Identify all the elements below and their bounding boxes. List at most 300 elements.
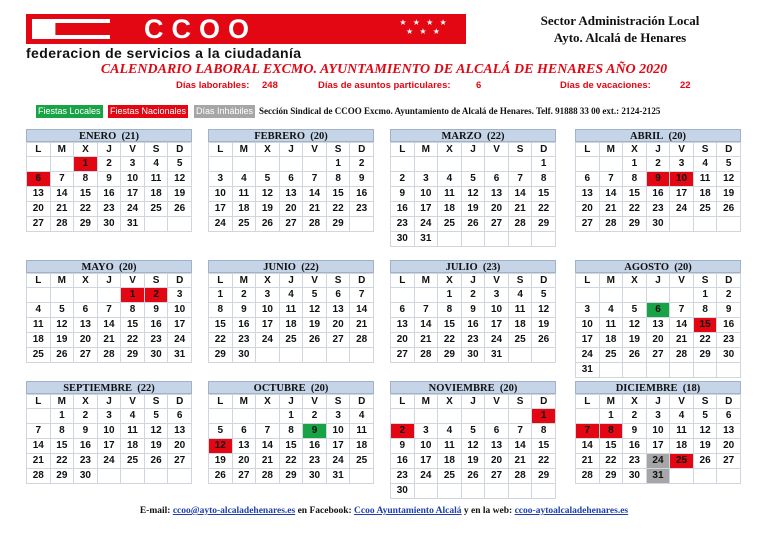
day-cell: 29 bbox=[279, 469, 303, 484]
weekday-header: V bbox=[670, 395, 694, 409]
day-cell: 26 bbox=[209, 469, 233, 484]
day-cell: 28 bbox=[508, 469, 532, 484]
day-cell: 21 bbox=[50, 202, 74, 217]
day-cell: 4 bbox=[121, 409, 145, 424]
day-cell: 3 bbox=[670, 157, 694, 172]
day-cell: 29 bbox=[50, 469, 74, 484]
day-cell: 11 bbox=[438, 439, 462, 454]
empty-cell bbox=[599, 288, 623, 303]
day-cell: 11 bbox=[599, 318, 623, 333]
day-cell: 12 bbox=[693, 424, 717, 439]
month-workday-count: (22) bbox=[487, 131, 505, 142]
day-cell: 11 bbox=[693, 172, 717, 187]
day-cell: 14 bbox=[50, 187, 74, 202]
day-cell: 21 bbox=[508, 202, 532, 217]
day-cell: 25 bbox=[670, 454, 694, 469]
month-name: MAYO bbox=[81, 262, 114, 273]
month-workday-count: (22) bbox=[301, 262, 319, 273]
empty-cell bbox=[50, 288, 74, 303]
day-cell: 17 bbox=[97, 439, 121, 454]
weekday-header: S bbox=[326, 274, 350, 288]
weekday-header: V bbox=[121, 395, 145, 409]
day-cell: 16 bbox=[144, 318, 168, 333]
weekday-header: X bbox=[256, 274, 280, 288]
day-cell: 17 bbox=[209, 202, 233, 217]
day-cell: 4 bbox=[599, 303, 623, 318]
day-cell: 23 bbox=[97, 202, 121, 217]
day-cell: 20 bbox=[74, 333, 98, 348]
month-name: MARZO bbox=[441, 131, 482, 142]
day-cell: 15 bbox=[121, 318, 145, 333]
day-cell: 20 bbox=[168, 439, 192, 454]
day-cell: 23 bbox=[144, 333, 168, 348]
weekday-header: J bbox=[279, 395, 303, 409]
day-cell: 26 bbox=[50, 348, 74, 363]
day-cell: 29 bbox=[438, 348, 462, 363]
day-cell: 3 bbox=[97, 409, 121, 424]
day-cell: 10 bbox=[414, 187, 438, 202]
weekday-header: M bbox=[414, 395, 438, 409]
web-link[interactable]: ccoo-aytoalcaladehenares.es bbox=[514, 506, 629, 516]
day-cell: 30 bbox=[717, 348, 741, 363]
day-cell: 23 bbox=[461, 333, 485, 348]
day-cell: 18 bbox=[232, 202, 256, 217]
empty-cell bbox=[303, 348, 327, 363]
day-cell: 12 bbox=[461, 187, 485, 202]
weekday-header: M bbox=[414, 143, 438, 157]
weekday-header: S bbox=[144, 274, 168, 288]
empty-cell bbox=[209, 409, 233, 424]
logo-emblem-icon bbox=[32, 19, 110, 39]
empty-cell bbox=[693, 217, 717, 232]
weekday-header: X bbox=[74, 395, 98, 409]
day-cell: 6 bbox=[279, 172, 303, 187]
day-cell: 13 bbox=[74, 318, 98, 333]
day-cell: 4 bbox=[350, 409, 374, 424]
empty-cell bbox=[168, 217, 192, 232]
weekday-header: J bbox=[279, 274, 303, 288]
day-cell: 15 bbox=[532, 187, 556, 202]
weekday-header: L bbox=[209, 143, 233, 157]
day-cell: 16 bbox=[646, 187, 670, 202]
empty-cell bbox=[461, 157, 485, 172]
month-julio bbox=[390, 260, 556, 363]
day-cell: 15 bbox=[693, 318, 717, 333]
day-cell: 17 bbox=[670, 187, 694, 202]
day-cell: 2 bbox=[350, 157, 374, 172]
weekday-header: D bbox=[168, 395, 192, 409]
day-cell: 25 bbox=[438, 469, 462, 484]
weekday-header: V bbox=[303, 274, 327, 288]
empty-cell bbox=[350, 348, 374, 363]
facebook-label: en Facebook: bbox=[297, 506, 352, 516]
day-cell: 2 bbox=[461, 288, 485, 303]
empty-cell bbox=[279, 157, 303, 172]
weekday-header: S bbox=[508, 274, 532, 288]
facebook-link[interactable]: Ccoo Ayuntamiento Alcalá bbox=[354, 506, 462, 516]
empty-cell bbox=[532, 232, 556, 247]
day-cell: 13 bbox=[576, 187, 600, 202]
empty-cell bbox=[646, 363, 670, 378]
day-cell: 30 bbox=[74, 469, 98, 484]
day-cell: 3 bbox=[121, 157, 145, 172]
month-name: FEBRERO bbox=[254, 131, 305, 142]
weekday-header: D bbox=[350, 274, 374, 288]
weekday-header: M bbox=[50, 395, 74, 409]
day-cell: 16 bbox=[717, 318, 741, 333]
day-cell: 22 bbox=[532, 202, 556, 217]
union-section-info: Sección Sindical de CCOO Excmo. Ayuntamiento de Alcalá de Henares. Telf. 91888 33 00 ext.: 2124-2125 bbox=[259, 106, 661, 116]
weekday-header: D bbox=[532, 274, 556, 288]
day-cell: 11 bbox=[508, 303, 532, 318]
weekday-header: L bbox=[27, 143, 51, 157]
sector-heading bbox=[495, 12, 745, 46]
empty-cell bbox=[391, 409, 415, 424]
day-cell: 22 bbox=[121, 333, 145, 348]
day-cell: 31 bbox=[576, 363, 600, 378]
day-cell: 16 bbox=[97, 187, 121, 202]
logo-stars-icon: ★ ★ ★ ★ ★ ★ ★ bbox=[399, 18, 449, 36]
day-cell: 22 bbox=[326, 202, 350, 217]
day-cell: 7 bbox=[97, 303, 121, 318]
empty-cell bbox=[485, 157, 509, 172]
weekday-header: L bbox=[391, 143, 415, 157]
day-cell: 1 bbox=[74, 157, 98, 172]
weekday-header: S bbox=[326, 395, 350, 409]
day-cell: 2 bbox=[144, 288, 168, 303]
empty-cell bbox=[232, 409, 256, 424]
weekday-header: L bbox=[27, 395, 51, 409]
day-cell: 1 bbox=[532, 157, 556, 172]
empty-cell bbox=[693, 469, 717, 484]
day-cell: 6 bbox=[232, 424, 256, 439]
day-cell: 29 bbox=[532, 217, 556, 232]
day-cell: 8 bbox=[623, 172, 647, 187]
month-workday-count: (20) bbox=[668, 131, 686, 142]
day-cell: 24 bbox=[485, 333, 509, 348]
day-cell: 25 bbox=[599, 348, 623, 363]
day-cell: 8 bbox=[279, 424, 303, 439]
weekday-header: J bbox=[646, 274, 670, 288]
day-cell: 27 bbox=[279, 217, 303, 232]
day-cell: 3 bbox=[168, 288, 192, 303]
empty-cell bbox=[693, 363, 717, 378]
month-name: ENERO bbox=[78, 131, 117, 142]
empty-cell bbox=[50, 157, 74, 172]
day-cell: 4 bbox=[232, 172, 256, 187]
weekday-header: L bbox=[27, 274, 51, 288]
weekday-header: D bbox=[168, 143, 192, 157]
day-cell: 26 bbox=[303, 333, 327, 348]
weekday-header: V bbox=[121, 143, 145, 157]
empty-cell bbox=[508, 157, 532, 172]
month-header bbox=[208, 260, 374, 273]
day-cell: 6 bbox=[27, 172, 51, 187]
empty-cell bbox=[27, 288, 51, 303]
stat-vacaciones-label: Días de vacaciones: bbox=[560, 80, 651, 91]
day-cell: 1 bbox=[50, 409, 74, 424]
empty-cell bbox=[623, 288, 647, 303]
day-cell: 7 bbox=[256, 424, 280, 439]
day-cell: 16 bbox=[74, 439, 98, 454]
weekday-header: X bbox=[438, 395, 462, 409]
empty-cell bbox=[646, 288, 670, 303]
weekday-header: D bbox=[717, 274, 741, 288]
day-cell: 25 bbox=[350, 454, 374, 469]
day-cell: 8 bbox=[74, 172, 98, 187]
empty-cell bbox=[27, 409, 51, 424]
empty-cell bbox=[717, 469, 741, 484]
weekday-header: X bbox=[623, 143, 647, 157]
weekday-header: J bbox=[97, 395, 121, 409]
weekday-header: J bbox=[279, 143, 303, 157]
month-workday-count: (20) bbox=[310, 383, 329, 394]
day-cell: 16 bbox=[461, 318, 485, 333]
day-cell: 22 bbox=[693, 333, 717, 348]
day-cell: 19 bbox=[303, 318, 327, 333]
day-cell: 5 bbox=[209, 424, 233, 439]
month-name: DICIEMBRE bbox=[615, 383, 678, 394]
day-cell: 7 bbox=[599, 172, 623, 187]
day-cell: 25 bbox=[693, 202, 717, 217]
day-cell: 16 bbox=[391, 454, 415, 469]
empty-cell bbox=[144, 217, 168, 232]
day-cell: 8 bbox=[326, 172, 350, 187]
empty-cell bbox=[461, 484, 485, 499]
day-cell: 16 bbox=[391, 202, 415, 217]
day-cell: 14 bbox=[256, 439, 280, 454]
month-header bbox=[575, 129, 741, 142]
day-cell: 6 bbox=[485, 424, 509, 439]
day-cell: 28 bbox=[670, 348, 694, 363]
day-cell: 26 bbox=[256, 217, 280, 232]
day-cell: 24 bbox=[121, 202, 145, 217]
page-title: CALENDARIO LABORAL EXCMO. AYUNTAMIENTO DE ALCALÁ DE HENARES AÑO 2020 bbox=[100, 62, 668, 77]
weekday-header: J bbox=[97, 274, 121, 288]
empty-cell bbox=[508, 484, 532, 499]
weekday-header: J bbox=[461, 143, 485, 157]
day-cell: 11 bbox=[350, 424, 374, 439]
day-cell: 7 bbox=[670, 303, 694, 318]
empty-cell bbox=[121, 469, 145, 484]
day-cell: 26 bbox=[461, 217, 485, 232]
empty-cell bbox=[461, 409, 485, 424]
empty-cell bbox=[438, 157, 462, 172]
day-cell: 14 bbox=[670, 318, 694, 333]
day-cell: 1 bbox=[279, 409, 303, 424]
day-cell: 19 bbox=[623, 333, 647, 348]
day-cell: 29 bbox=[599, 469, 623, 484]
empty-cell bbox=[97, 469, 121, 484]
day-cell: 19 bbox=[461, 202, 485, 217]
day-cell: 2 bbox=[717, 288, 741, 303]
day-cell: 15 bbox=[326, 187, 350, 202]
day-cell: 18 bbox=[508, 318, 532, 333]
email-link[interactable]: ccoo@ayto-alcaladehenares.es bbox=[172, 506, 296, 516]
weekday-header: D bbox=[717, 143, 741, 157]
empty-cell bbox=[670, 469, 694, 484]
day-cell: 17 bbox=[646, 439, 670, 454]
weekday-header: V bbox=[485, 395, 509, 409]
empty-cell bbox=[256, 409, 280, 424]
day-cell: 11 bbox=[144, 172, 168, 187]
day-cell: 19 bbox=[256, 202, 280, 217]
empty-cell bbox=[391, 157, 415, 172]
day-cell: 2 bbox=[303, 409, 327, 424]
day-cell: 8 bbox=[438, 303, 462, 318]
day-cell: 28 bbox=[27, 469, 51, 484]
month-header bbox=[26, 381, 192, 394]
day-cell: 12 bbox=[144, 424, 168, 439]
empty-cell bbox=[485, 409, 509, 424]
weekday-header: L bbox=[576, 395, 600, 409]
day-cell: 26 bbox=[693, 454, 717, 469]
empty-cell bbox=[508, 232, 532, 247]
day-cell: 25 bbox=[508, 333, 532, 348]
day-cell: 1 bbox=[599, 409, 623, 424]
day-cell: 1 bbox=[121, 288, 145, 303]
empty-cell bbox=[256, 348, 280, 363]
month-mayo bbox=[26, 260, 192, 363]
day-cell: 23 bbox=[74, 454, 98, 469]
empty-cell bbox=[350, 469, 374, 484]
sector-line-2: Ayto. Alcalá de Henares bbox=[553, 30, 687, 45]
day-cell: 1 bbox=[326, 157, 350, 172]
day-cell: 5 bbox=[50, 303, 74, 318]
weekday-header: M bbox=[599, 274, 623, 288]
empty-cell bbox=[508, 348, 532, 363]
logo-red-bar bbox=[26, 14, 466, 44]
day-cell: 9 bbox=[391, 187, 415, 202]
weekday-header: S bbox=[693, 143, 717, 157]
legend-fiestas-locales: Fiestas Locales bbox=[38, 106, 101, 116]
day-cell: 3 bbox=[646, 409, 670, 424]
empty-cell bbox=[414, 288, 438, 303]
weekday-header: L bbox=[391, 395, 415, 409]
day-cell: 19 bbox=[532, 318, 556, 333]
month-workday-count: (23) bbox=[482, 262, 501, 273]
empty-cell bbox=[27, 157, 51, 172]
day-cell: 14 bbox=[27, 439, 51, 454]
contact-footer bbox=[0, 506, 768, 516]
day-cell: 30 bbox=[391, 484, 415, 499]
month-header bbox=[208, 381, 374, 394]
month-workday-count: (21) bbox=[121, 131, 140, 142]
day-cell: 31 bbox=[121, 217, 145, 232]
weekday-header: X bbox=[256, 395, 280, 409]
empty-cell bbox=[438, 232, 462, 247]
day-cell: 2 bbox=[391, 172, 415, 187]
day-cell: 30 bbox=[646, 217, 670, 232]
day-cell: 24 bbox=[414, 469, 438, 484]
weekday-header: M bbox=[599, 395, 623, 409]
weekday-header: L bbox=[391, 274, 415, 288]
day-cell: 30 bbox=[144, 348, 168, 363]
day-cell: 31 bbox=[646, 469, 670, 484]
day-cell: 21 bbox=[414, 333, 438, 348]
day-cell: 14 bbox=[303, 187, 327, 202]
day-cell: 12 bbox=[256, 187, 280, 202]
month-header bbox=[390, 381, 556, 394]
day-cell: 11 bbox=[27, 318, 51, 333]
day-cell: 2 bbox=[391, 424, 415, 439]
month-name: ABRIL bbox=[629, 131, 664, 142]
day-cell: 7 bbox=[27, 424, 51, 439]
day-cell: 11 bbox=[279, 303, 303, 318]
day-cell: 21 bbox=[599, 202, 623, 217]
day-cell: 20 bbox=[391, 333, 415, 348]
day-cell: 27 bbox=[485, 217, 509, 232]
day-cell: 18 bbox=[670, 439, 694, 454]
day-cell: 6 bbox=[326, 288, 350, 303]
day-cell: 24 bbox=[168, 333, 192, 348]
weekday-header: S bbox=[144, 395, 168, 409]
empty-cell bbox=[168, 469, 192, 484]
day-cell: 23 bbox=[232, 333, 256, 348]
day-cell: 10 bbox=[485, 303, 509, 318]
day-cell: 9 bbox=[461, 303, 485, 318]
day-cell: 13 bbox=[717, 424, 741, 439]
day-cell: 16 bbox=[350, 187, 374, 202]
day-cell: 18 bbox=[693, 187, 717, 202]
day-cell: 19 bbox=[168, 187, 192, 202]
day-cell: 24 bbox=[97, 454, 121, 469]
day-cell: 25 bbox=[438, 217, 462, 232]
day-cell: 2 bbox=[646, 157, 670, 172]
day-cell: 21 bbox=[576, 454, 600, 469]
month-header bbox=[575, 381, 741, 394]
day-cell: 24 bbox=[256, 333, 280, 348]
empty-cell bbox=[232, 157, 256, 172]
weekday-header: X bbox=[623, 274, 647, 288]
legend-dias-inhabiles: Días Inhábiles bbox=[196, 106, 254, 116]
weekday-header: V bbox=[303, 143, 327, 157]
weekday-header: X bbox=[74, 274, 98, 288]
day-cell: 9 bbox=[97, 172, 121, 187]
empty-cell bbox=[576, 288, 600, 303]
day-cell: 14 bbox=[599, 187, 623, 202]
day-cell: 24 bbox=[414, 217, 438, 232]
day-cell: 5 bbox=[461, 172, 485, 187]
day-cell: 13 bbox=[326, 303, 350, 318]
day-cell: 24 bbox=[209, 217, 233, 232]
empty-cell bbox=[485, 232, 509, 247]
month-workday-count: (20) bbox=[310, 131, 328, 142]
day-cell: 12 bbox=[209, 439, 233, 454]
day-cell: 17 bbox=[414, 454, 438, 469]
day-cell: 19 bbox=[50, 333, 74, 348]
weekday-header: D bbox=[350, 395, 374, 409]
day-cell: 25 bbox=[144, 202, 168, 217]
day-cell: 20 bbox=[279, 202, 303, 217]
day-cell: 22 bbox=[623, 202, 647, 217]
day-cell: 16 bbox=[623, 439, 647, 454]
day-cell: 10 bbox=[414, 439, 438, 454]
day-cell: 9 bbox=[391, 439, 415, 454]
weekday-header: V bbox=[670, 143, 694, 157]
day-cell: 13 bbox=[391, 318, 415, 333]
weekday-header: D bbox=[532, 143, 556, 157]
empty-cell bbox=[391, 288, 415, 303]
month-name: JUNIO bbox=[263, 262, 296, 273]
weekday-header: D bbox=[532, 395, 556, 409]
day-cell: 10 bbox=[209, 187, 233, 202]
day-cell: 10 bbox=[576, 318, 600, 333]
day-cell: 15 bbox=[599, 439, 623, 454]
day-cell: 10 bbox=[646, 424, 670, 439]
day-cell: 5 bbox=[168, 157, 192, 172]
day-cell: 21 bbox=[303, 202, 327, 217]
